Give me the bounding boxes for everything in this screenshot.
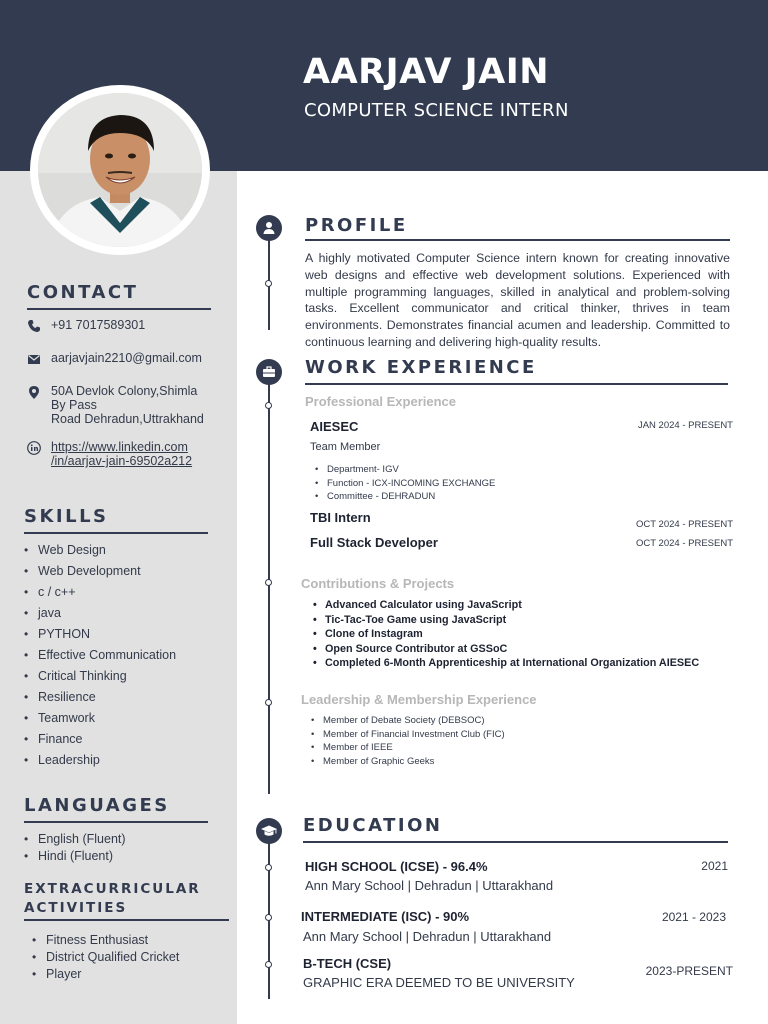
- job-date: JAN 2024 - PRESENT: [637, 420, 733, 431]
- list-item: • Department- IGV: [310, 463, 495, 477]
- list-item: • Leadership: [24, 750, 176, 771]
- contact-divider: [27, 308, 211, 310]
- education-title: INTERMEDIATE (ISC) - 90%: [301, 909, 470, 924]
- professional-experience-subheading: Professional Experience: [305, 394, 457, 409]
- contact-phone: [27, 318, 145, 333]
- extracurricular-divider: [24, 919, 229, 921]
- skills-divider: [24, 532, 208, 534]
- phone-number[interactable]: +91 7017589301: [51, 318, 146, 332]
- languages-list: [24, 831, 126, 865]
- list-item: • Web Design: [24, 540, 176, 561]
- mail-icon: [27, 352, 41, 366]
- candidate-name: AARJAV JAIN: [303, 52, 550, 92]
- email-address[interactable]: aarjavjain2210@gmail.com: [51, 351, 202, 365]
- list-item: • java: [24, 603, 176, 624]
- job-date: OCT 2024 - PRESENT: [636, 538, 733, 549]
- list-item: • Tic-Tac-Toe Game using JavaScript: [309, 613, 699, 628]
- extracurricular-list: [32, 932, 179, 983]
- location-pin-icon: [27, 385, 41, 399]
- education-year: 2021 - 2023: [661, 910, 726, 924]
- list-item: • English (Fluent): [24, 831, 126, 848]
- list-item: • Effective Communication: [24, 645, 176, 666]
- job-date: OCT 2024 - PRESENT: [636, 519, 733, 530]
- education-year: 2023-PRESENT: [645, 964, 733, 978]
- list-item: • Resilience: [24, 687, 176, 708]
- job-title: AIESEC: [310, 419, 359, 434]
- list-item: • Open Source Contributor at GSSoC: [309, 642, 699, 657]
- timeline-line: [268, 384, 270, 794]
- job-title: Full Stack Developer: [310, 535, 438, 550]
- profile-heading: PROFILE: [305, 215, 408, 236]
- extracurricular-heading: [24, 880, 201, 918]
- job-role: Team Member: [310, 441, 381, 453]
- list-item: • Completed 6-Month Apprenticeship at International Organization AIESEC: [309, 656, 699, 671]
- address-text: 50A Devlok Colony,Shimla By Pass Road Dehradun,Uttrakhand: [51, 384, 204, 426]
- list-item: [32, 966, 179, 983]
- extracurricular-heading-line1: EXTRACURRICULAR: [24, 881, 201, 897]
- list-item: • Fitness Enthusiast: [32, 932, 179, 949]
- timeline-dot: [265, 914, 272, 921]
- timeline-dot: [265, 280, 272, 287]
- job-title: TBI Intern: [310, 510, 371, 525]
- education-title: HIGH SCHOOL (ICSE) - 96.4%: [305, 859, 488, 874]
- work-experience-heading: WORK EXPERIENCE: [305, 357, 537, 378]
- education-school: Ann Mary School | Dehradun | Uttarakhand: [303, 929, 552, 944]
- languages-heading: LANGUAGES: [24, 795, 170, 816]
- list-item: • Clone of Instagram: [309, 627, 699, 642]
- list-item: • Advanced Calculator using JavaScript: [309, 598, 699, 613]
- contributions-subheading: Contributions & Projects: [301, 576, 455, 591]
- list-item: • Member of Financial Investment Club (FIC): [306, 728, 505, 742]
- education-year: 2021: [701, 859, 728, 873]
- list-item: • Finance: [24, 729, 176, 750]
- skills-heading: SKILLS: [24, 506, 109, 527]
- list-item: • Committee - DEHRADUN: [310, 490, 495, 504]
- contact-heading: CONTACT: [27, 282, 139, 303]
- timeline-dot: [265, 402, 272, 409]
- profile-photo: [38, 93, 202, 247]
- education-divider: [303, 841, 728, 843]
- contact-address: [27, 384, 211, 426]
- graduation-cap-icon: [256, 818, 282, 844]
- timeline-dot: [265, 864, 272, 871]
- timeline-dot: [265, 579, 272, 586]
- leadership-subheading: Leadership & Membership Experience: [301, 692, 537, 707]
- list-item-continuation: Player: [46, 967, 82, 981]
- languages-divider: [24, 821, 208, 823]
- skills-list: [24, 540, 176, 771]
- work-experience-divider: [305, 383, 728, 385]
- extracurricular-heading-line2: ACTIVITIES: [24, 900, 128, 916]
- education-heading: EDUCATION: [303, 815, 443, 836]
- timeline-dot: [265, 961, 272, 968]
- linkedin-icon: [27, 441, 41, 455]
- leadership-list: [306, 714, 505, 768]
- list-item: • Critical Thinking: [24, 666, 176, 687]
- briefcase-icon: [256, 359, 282, 385]
- linkedin-link[interactable]: https://www.linkedin.com /in/aarjav-jain-69502a212: [51, 440, 193, 468]
- contributions-list: [309, 598, 699, 671]
- list-item: • Teamwork: [24, 708, 176, 729]
- education-title: B-TECH (CSE): [303, 956, 392, 971]
- list-item: • Function - ICX-INCOMING EXCHANGE: [310, 477, 495, 491]
- contact-email: [27, 351, 202, 366]
- list-item: • c / c++: [24, 582, 176, 603]
- list-item: • Web Development: [24, 561, 176, 582]
- candidate-role: COMPUTER SCIENCE INTERN: [304, 100, 569, 121]
- list-item: • Member of IEEE: [306, 741, 505, 755]
- list-item: • PYTHON: [24, 624, 176, 645]
- phone-icon: [27, 319, 41, 333]
- profile-person-icon: [256, 215, 282, 241]
- list-item: • Member of Graphic Geeks: [306, 755, 505, 769]
- profile-divider: [305, 239, 730, 241]
- list-item: • Hindi (Fluent): [24, 848, 126, 865]
- timeline-dot: [265, 699, 272, 706]
- profile-summary: A highly motivated Computer Science intern known for creating innovative web designs and effective web development solutions. Experienced with multiple programming languages, skilled in analytical and problem-solving tasks. Excellent communicator and critical thinker, thrives in team environments. Demonstrates financial acumen and leadership. Committed to continuous learning and delivering high-quality results.: [305, 251, 730, 349]
- list-item: • Member of Debate Society (DEBSOC): [306, 714, 505, 728]
- list-item: • District Qualified Cricket: [32, 949, 179, 966]
- education-school: GRAPHIC ERA DEEMED TO BE UNIVERSITY: [303, 975, 575, 990]
- contact-linkedin: [27, 440, 211, 468]
- job-details-list: [310, 463, 495, 504]
- education-school: Ann Mary School | Dehradun | Uttarakhand: [305, 878, 554, 893]
